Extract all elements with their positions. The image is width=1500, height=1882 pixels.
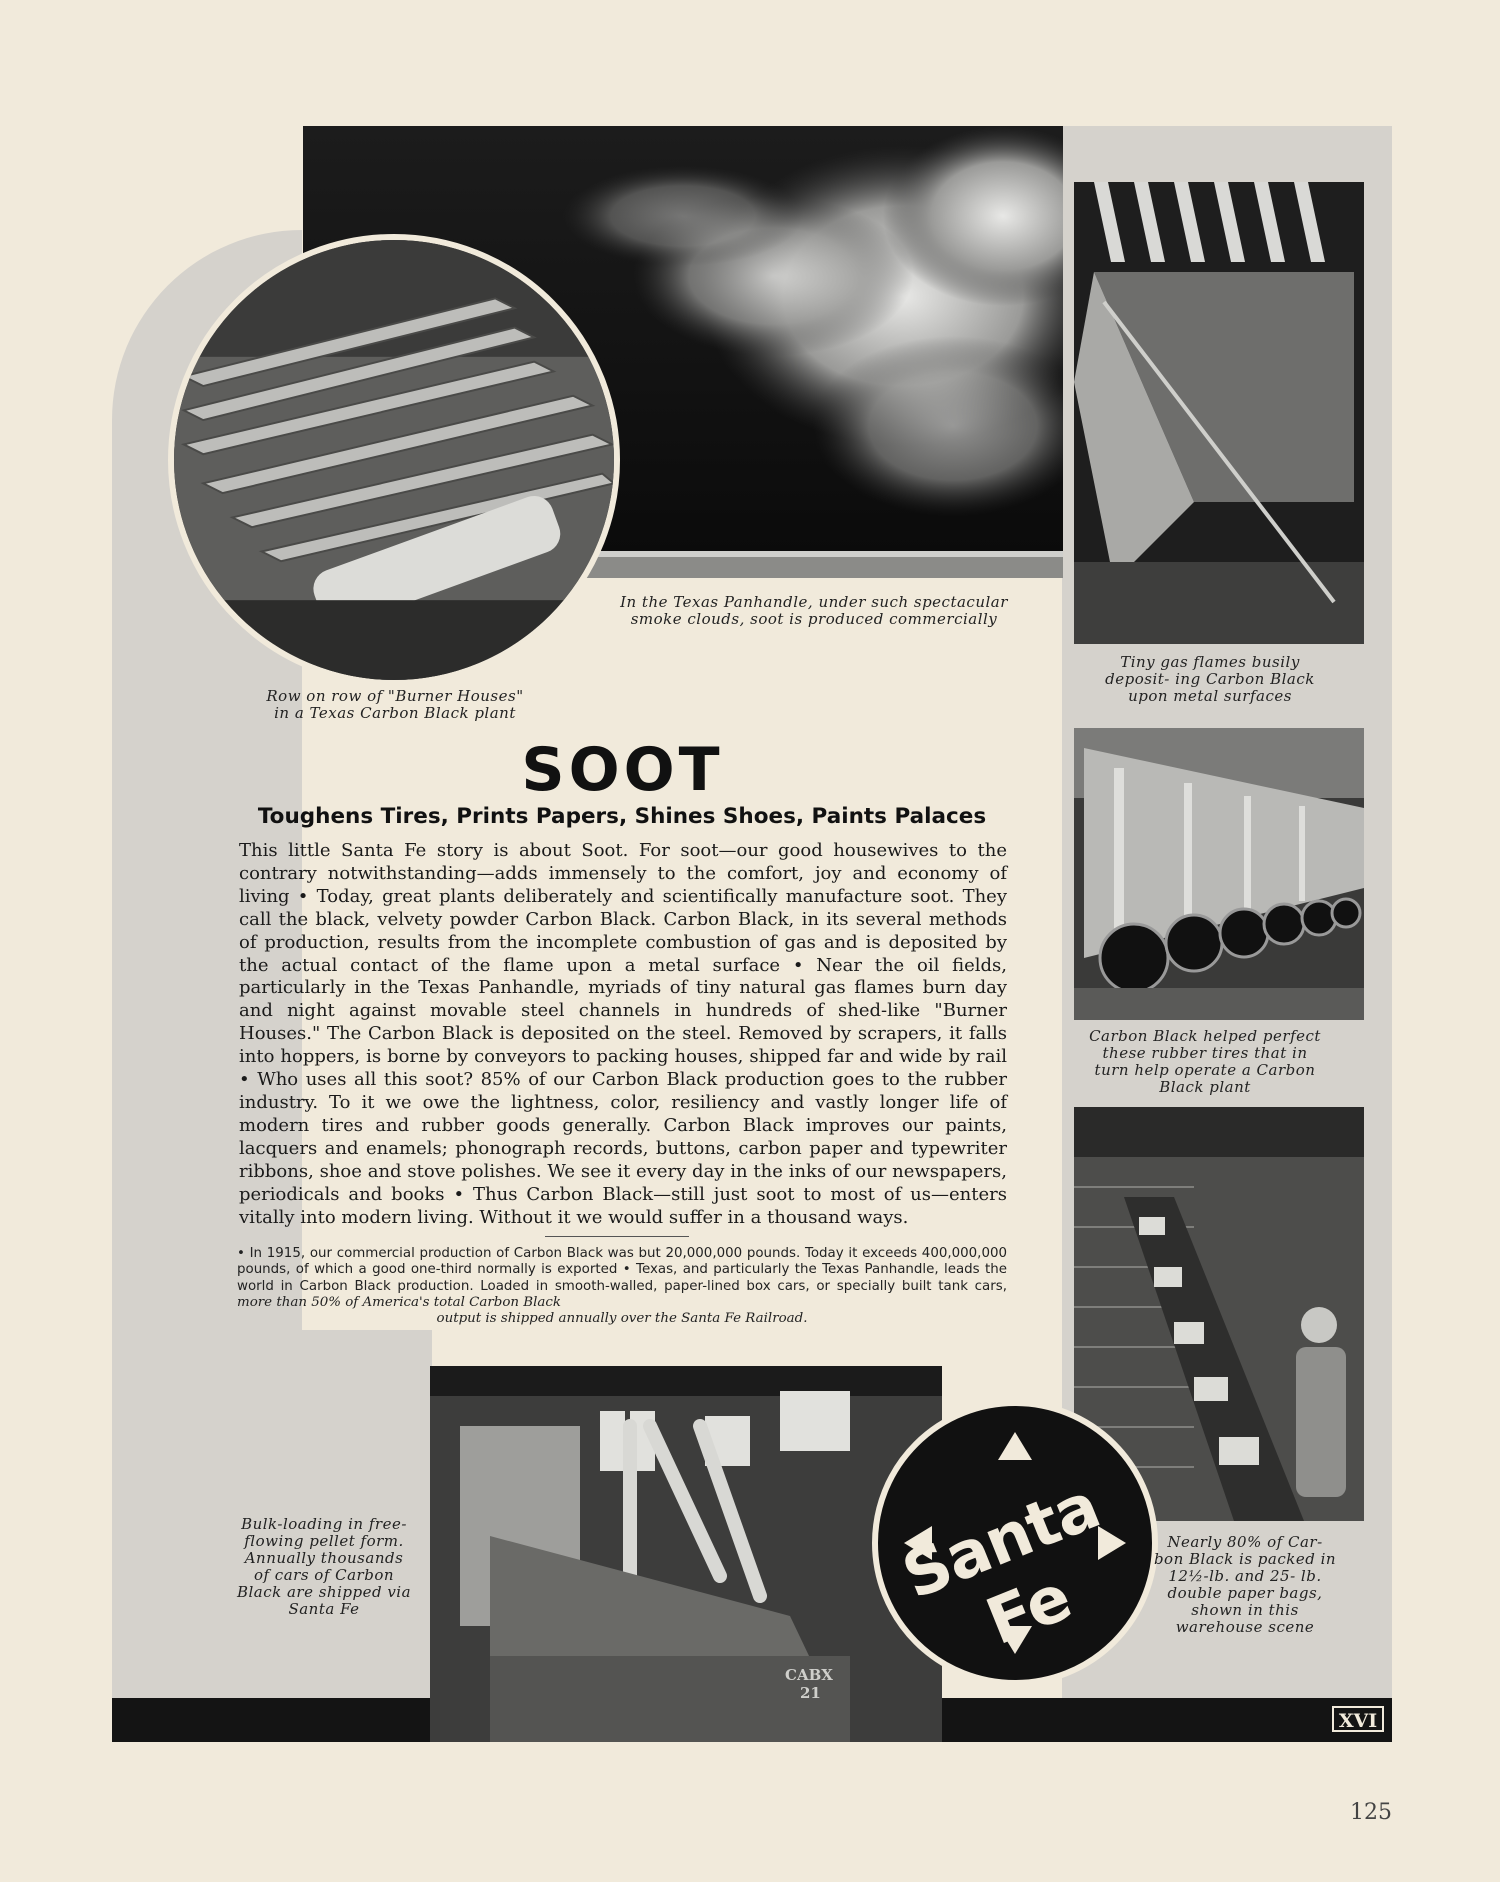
section-marker: XVI <box>1332 1706 1384 1732</box>
footnote-text: • In 1915, our commercial production of Carbon Black was but 20,000,000 pounds. Today it exceeds 400,000,000 pounds, of which a good one-third normally is exported • Texas, and particularly the Texas Panhandle, leads the world in Carbon Black production. Loaded in smooth-walled, paper-lined box cars, or specially built tank cars, <box>237 1246 1007 1294</box>
caption-warehouse: Nearly 80% of Car- bon Black is packed in 12½-lb. and 25- lb. double paper bags, shown in this warehouse scene <box>1153 1533 1337 1636</box>
footnote-italic-1: more than 50% of America's total Carbon Black <box>237 1294 561 1310</box>
divider <box>545 1236 689 1237</box>
caption-gas-flames: Tiny gas flames busily deposit- ing Carbon Black upon metal surfaces <box>1105 653 1315 705</box>
bulk-loading-photo <box>430 1366 942 1742</box>
gas-flames-photo <box>1074 182 1364 644</box>
caption-rubber-tires: Carbon Black helped perfect these rubber tires that in turn help operate a Carbon Black plant <box>1089 1027 1321 1096</box>
car-marking-number: 21 <box>800 1684 821 1702</box>
caption-smoke-clouds: In the Texas Panhandle, under such spectacular smoke clouds, soot is produced commercially <box>620 593 1008 628</box>
footnote-italic-2: output is shipped annually over the Santa Fe Railroad. <box>436 1311 808 1327</box>
caption-bulk-loading: Bulk-loading in free- flowing pellet form. Annually thousands of cars of Carbon Black are shipped via Santa Fe <box>236 1515 412 1618</box>
car-marking-cabx: CABX <box>785 1666 833 1684</box>
burner-houses-photo <box>168 234 620 686</box>
article-subtitle: Toughens Tires, Prints Papers, Shines Shoes, Paints Palaces <box>257 804 987 829</box>
article-footnote <box>237 1246 1007 1327</box>
rubber-tires-photo <box>1074 728 1364 1020</box>
caption-burner-houses: Row on row of "Burner Houses" in a Texas Carbon Black plant <box>266 687 524 722</box>
article-title: SOOT <box>521 735 724 805</box>
page-number: 125 <box>1350 1800 1392 1825</box>
article-body: This little Santa Fe story is about Soot. For soot—our good housewives to the contrary notwithstanding—adds immensely to the comfort, joy and economy of living • Today, great plants deliberately and scientifically manufacture soot. They call the black, velvety powder Carbon Black. Carbon Black, in its several methods of production, results from the incomplete combustion of gas and is deposited by the actual contact of the flame upon a metal surface • Near the oil fields, particularly in the Texas Panhandle, myriads of tiny natural gas flames burn day and night against movable steel channels in hundreds of shed-like "Burner Houses." The Carbon Black is deposited on the steel. Removed by scrapers, it falls into hoppers, is borne by conveyors to packing houses, shipped far and wide by rail • Who uses all this soot? 85% of our Carbon Black production goes to the rubber industry. To it we owe the lightness, color, resiliency and vastly longer life of modern tires and rubber goods generally. Carbon Black improves our paints, lacquers and enamels; phonograph records, buttons, carbon paper and typewriter ribbons, shoe and stove polishes. We see it every day in the inks of our newspapers, periodicals and books • Thus Carbon Black—still just soot to most of us—enters vitally into modern living. Without it we would suffer in a thousand ways. <box>239 840 1007 1228</box>
santa-fe-logo-text: Santa Fe <box>892 1469 1110 1661</box>
